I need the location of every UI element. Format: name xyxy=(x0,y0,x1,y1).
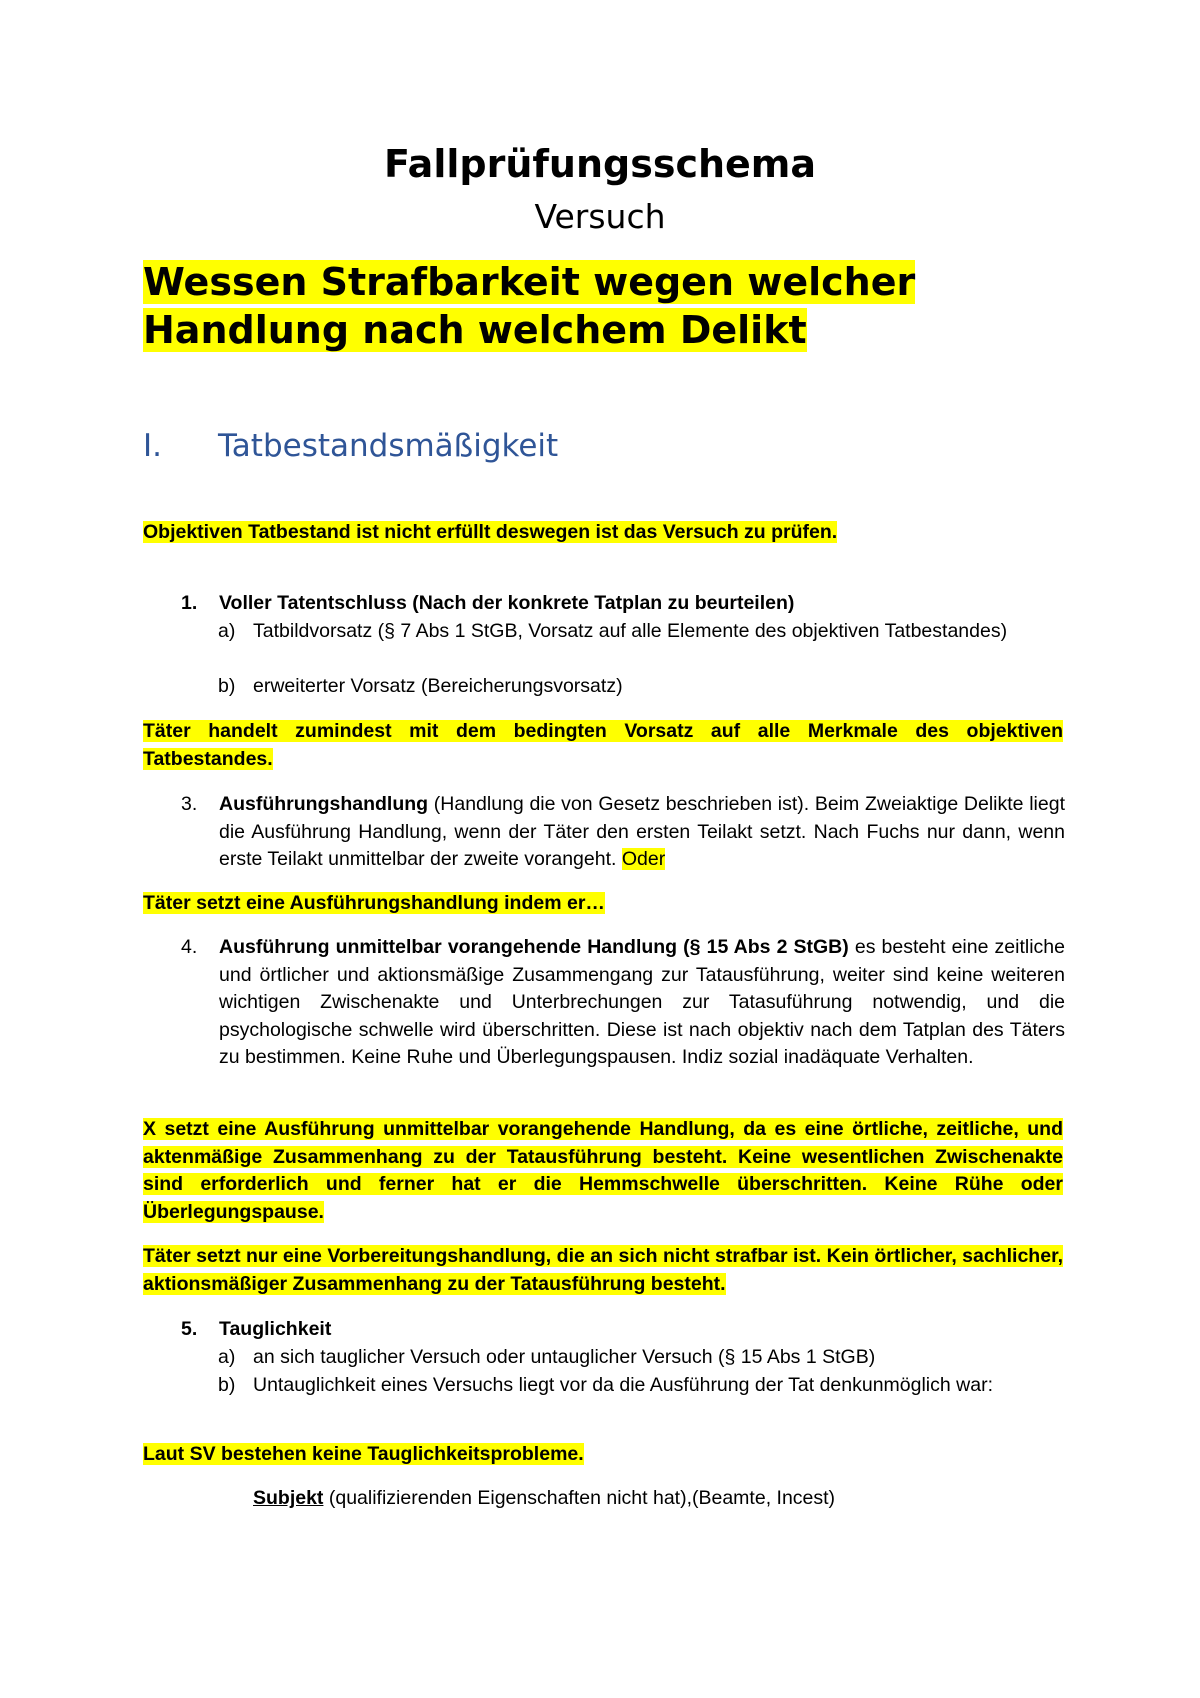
key-question-line-1: Wessen Strafbarkeit wegen welcher xyxy=(143,260,916,304)
list-item-1-number: 1. xyxy=(181,592,198,614)
list-item-5-number: 5. xyxy=(181,1318,198,1340)
page-title: Fallprüfungsschema xyxy=(383,142,817,186)
note-objektiv: Objektiven Tatbestand ist nicht erfüllt deswegen ist das Versuch zu prüfen. xyxy=(143,521,838,543)
list-item-1 xyxy=(181,590,1069,618)
list-item-3-oder: Oder xyxy=(621,848,666,870)
subjekt-text: (qualifizierenden Eigenschaften nicht hat),(Beamte, Incest) xyxy=(323,1487,836,1509)
note-ausfuehrung: Täter setzt eine Ausführungshandlung indem er… xyxy=(143,892,605,914)
list-item-3-text: (Handlung die von Gesetz beschrieben ist). Beim Zweiaktige Delikte liegt die Ausführung Handlung, wenn der Täter den ersten Teilakt setzt. Nach Fuchs nur dann, wenn erste Teilakt unmittelbar der zweite vorangeht. xyxy=(219,793,1065,870)
list-item-1b: b) erweiterter Vorsatz (Bereicherungsvorsatz) xyxy=(218,675,623,697)
note-x: X setzt eine Ausführung unmittelbar vorangehende Handlung, da es eine örtliche, zeitliche, und aktenmäßige Zusammenhang zu der Tatausführung besteht. Keine wesentlichen Zwischenakte sind erforderlich und ferner hat er die Hemmschwelle überschritten. Keine Rühe oder Überlegungspause. xyxy=(143,1118,1063,1223)
list-item-1b-text: erweiterter Vorsatz (Bereicherungsvorsatz) xyxy=(253,675,623,697)
note-vorsatz: Täter handelt zumindest mit dem bedingten Vorsatz auf alle Merkmale des objektiven Tatbestandes. xyxy=(143,720,1063,770)
list-item-3-number: 3. xyxy=(181,793,198,815)
subjekt-line xyxy=(253,1485,1065,1513)
key-question-line-2: Handlung nach welchem Delikt xyxy=(143,308,807,352)
list-item-1-text: Voller Tatentschluss (Nach der konkrete Tatplan zu beurteilen) xyxy=(219,592,795,614)
section-heading xyxy=(143,426,558,466)
list-item-4-term: Ausführung unmittelbar vorangehende Handlung (§ 15 Abs 2 StGB) xyxy=(219,936,849,958)
list-item-5a: a) an sich tauglicher Versuch oder untauglicher Versuch (§ 15 Abs 1 StGB) xyxy=(218,1346,876,1368)
list-item-1a: a) Tatbildvorsatz (§ 7 Abs 1 StGB, Vorsatz auf alle Elemente des objektiven Tatbestandes) xyxy=(218,620,1008,642)
list-item-3-term: Ausführungshandlung xyxy=(219,793,429,815)
note-vorbereitung: Täter setzt nur eine Vorbereitungshandlung, die an sich nicht strafbar ist. Kein örtlicher, sachlicher, aktionsmäßiger Zusammenhang zu der Tatausführung besteht. xyxy=(143,1245,1063,1295)
key-question xyxy=(143,258,1103,354)
section-number: I. xyxy=(143,428,162,464)
list-item-5 xyxy=(181,1316,1069,1344)
list-item-5-text: Tauglichkeit xyxy=(219,1318,332,1340)
section-title: Tatbestandsmäßigkeit xyxy=(218,428,559,464)
list-item-4-text: es besteht eine zeitliche und örtlicher und aktionsmäßige Zusammengang zur Tatausführung, weiter sind keine weiteren wichtigen Zwischenakte und Unterbrechungen zur Tatasuführung notwendig, und die psychologische schwelle wird überschritten. Diese ist nach objektiv nach dem Tatplan des Täters zu bestimmen. Keine Ruhe und Überlegungspausen. Indiz sozial inadäquate Verhalten. xyxy=(219,936,1065,1068)
list-item-5b: b) Untauglichkeit eines Versuchs liegt vor da die Ausführung der Tat denkunmöglich war: xyxy=(218,1374,993,1396)
list-item-4-number: 4. xyxy=(181,936,198,958)
list-item-5a-text: an sich tauglicher Versuch oder untauglicher Versuch (§ 15 Abs 1 StGB) xyxy=(253,1346,876,1368)
list-item-4 xyxy=(181,934,1065,1072)
list-item-5b-text: Untauglichkeit eines Versuchs liegt vor da die Ausführung der Tat denkunmöglich war: xyxy=(253,1374,993,1396)
page-subtitle: Versuch xyxy=(534,197,666,236)
list-item-3 xyxy=(181,791,1065,874)
note-tauglichkeit: Laut SV bestehen keine Tauglichkeitsprobleme. xyxy=(143,1443,584,1465)
list-item-1a-text: Tatbildvorsatz (§ 7 Abs 1 StGB, Vorsatz auf alle Elemente des objektiven Tatbestandes) xyxy=(253,620,1008,642)
subjekt-label: Subjekt xyxy=(253,1487,324,1509)
